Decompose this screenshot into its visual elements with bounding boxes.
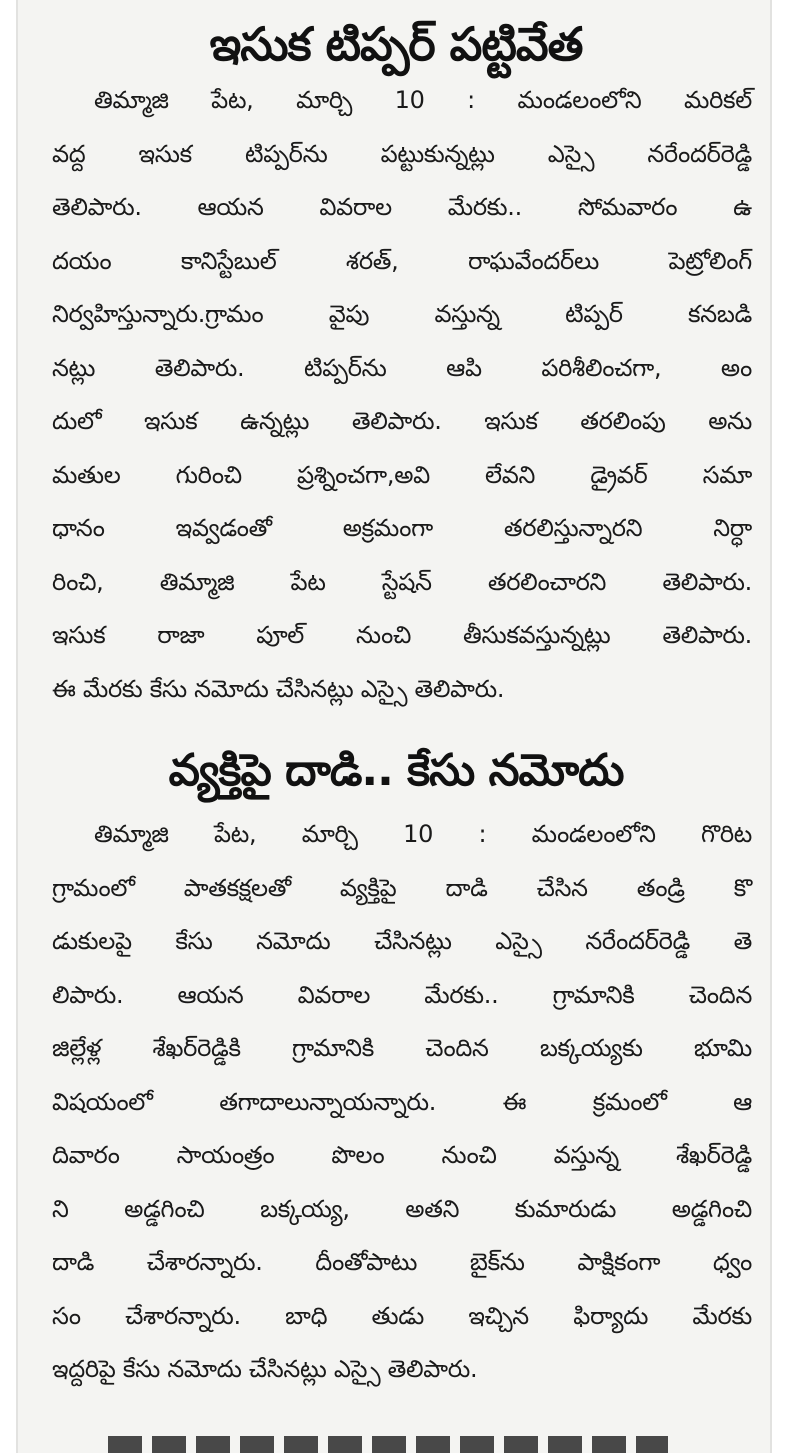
article-1-line: తెలిపారు. ఆయన వివరాల మేరకు.. సోమవారం ఉ (52, 193, 752, 221)
article-2-line: జిల్లేళ్ల శేఖర్‌రెడ్డికి గ్రామానికి చెందిన బక్కయ్యకు భూమి (52, 1034, 752, 1062)
article-2-line: లిపారు. ఆయన వివరాల మేరకు.. గ్రామానికి చెందిన (52, 980, 752, 1009)
article-1-body (52, 74, 752, 716)
article-2-line: గ్రామంలో పాతకక్షలతో వ్యక్తిపై దాడి చేసిన తండ్రి కొ (52, 873, 752, 902)
article-2-line: ఇద్దరిపై కేసు నమోదు చేసినట్లు ఎస్సై తెలిపారు. (52, 1355, 478, 1383)
article-1-line: దులో ఇసుక ఉన్నట్లు తెలిపారు. ఇసుక తరలింపు అను (52, 407, 752, 435)
article-2-line: ని అడ్డగించి బక్కయ్య, అతని కుమారుడు అడ్డగించి (52, 1194, 752, 1223)
newspaper-clipping (16, 0, 772, 1453)
article-1-line: వద్ద ఇసుక టిప్పర్‌ను పట్టుకున్నట్లు ఎస్సై నరేందర్‌రెడ్డి (52, 139, 752, 168)
next-headline-cutoff (108, 1436, 708, 1453)
article-1-line: తిమ్మాజి పేట, మార్చి 10 : మండలంలోని మరికల్ (94, 86, 752, 114)
article-1-line: దయం కానిస్టేబుల్ శరత్, రాఘవేందర్‌లు పెట్రోలింగ్ (52, 246, 752, 275)
article-2-line: దివారం సాయంత్రం పొలం నుంచి వస్తున్న శేఖర్‌రెడ్డి (52, 1141, 752, 1169)
article-2-line: విషయంలో తగాదాలున్నాయన్నారు. ఈ క్రమంలో ఆ (52, 1087, 752, 1116)
article-1-line: ధానం ఇవ్వడంతో అక్రమంగా తరలిస్తున్నారని నిర్ధా (52, 514, 752, 542)
article-1-line: ఈ మేరకు కేసు నమోదు చేసినట్లు ఎస్సై తెలిపారు. (52, 674, 505, 703)
right-margin (772, 0, 800, 1453)
article-1-line: మతుల గురించి ప్రశ్నించగా,అవి లేవని డ్రైవర్ సమా (52, 460, 752, 489)
article-1-headline: ఇసుక టిప్పర్ పట్టివేత (209, 17, 583, 71)
left-margin (0, 0, 16, 1453)
article-2-line: సం చేశారన్నారు. బాధి తుడు ఇచ్చిన ఫిర్యాదు మేరకు (52, 1301, 752, 1330)
article-2-line: తిమ్మాజి పేట, మార్చి 10 : మండలంలోని గొరిట (94, 820, 752, 848)
article-2-body (52, 808, 752, 1397)
article-1-line: నిర్వహిస్తున్నారు.గ్రామం వైపు వస్తున్న టిప్పర్ కనబడి (52, 300, 752, 328)
article-1-line: రించి, తిమ్మాజి పేట స్టేషన్ తరలించారని తెలిపారు. (52, 567, 752, 596)
article-1-line: నట్లు తెలిపారు. టిప్పర్‌ను ఆపి పరిశీలించగా, అం (52, 353, 752, 382)
article-2-line: డుకులపై కేసు నమోదు చేసినట్లు ఎస్సై నరేందర్‌రెడ్డి తె (52, 927, 752, 955)
article-2-line: దాడి చేశారన్నారు. దీంతోపాటు బైక్‌ను పాక్షికంగా ధ్వం (52, 1248, 752, 1276)
article-1-line: ఇసుక రాజా పూల్ నుంచి తీసుకవస్తున్నట్లు తెలిపారు. (52, 621, 752, 649)
article-2-headline: వ్యక్తిపై దాడి.. కేసు నమోదు (168, 745, 624, 796)
